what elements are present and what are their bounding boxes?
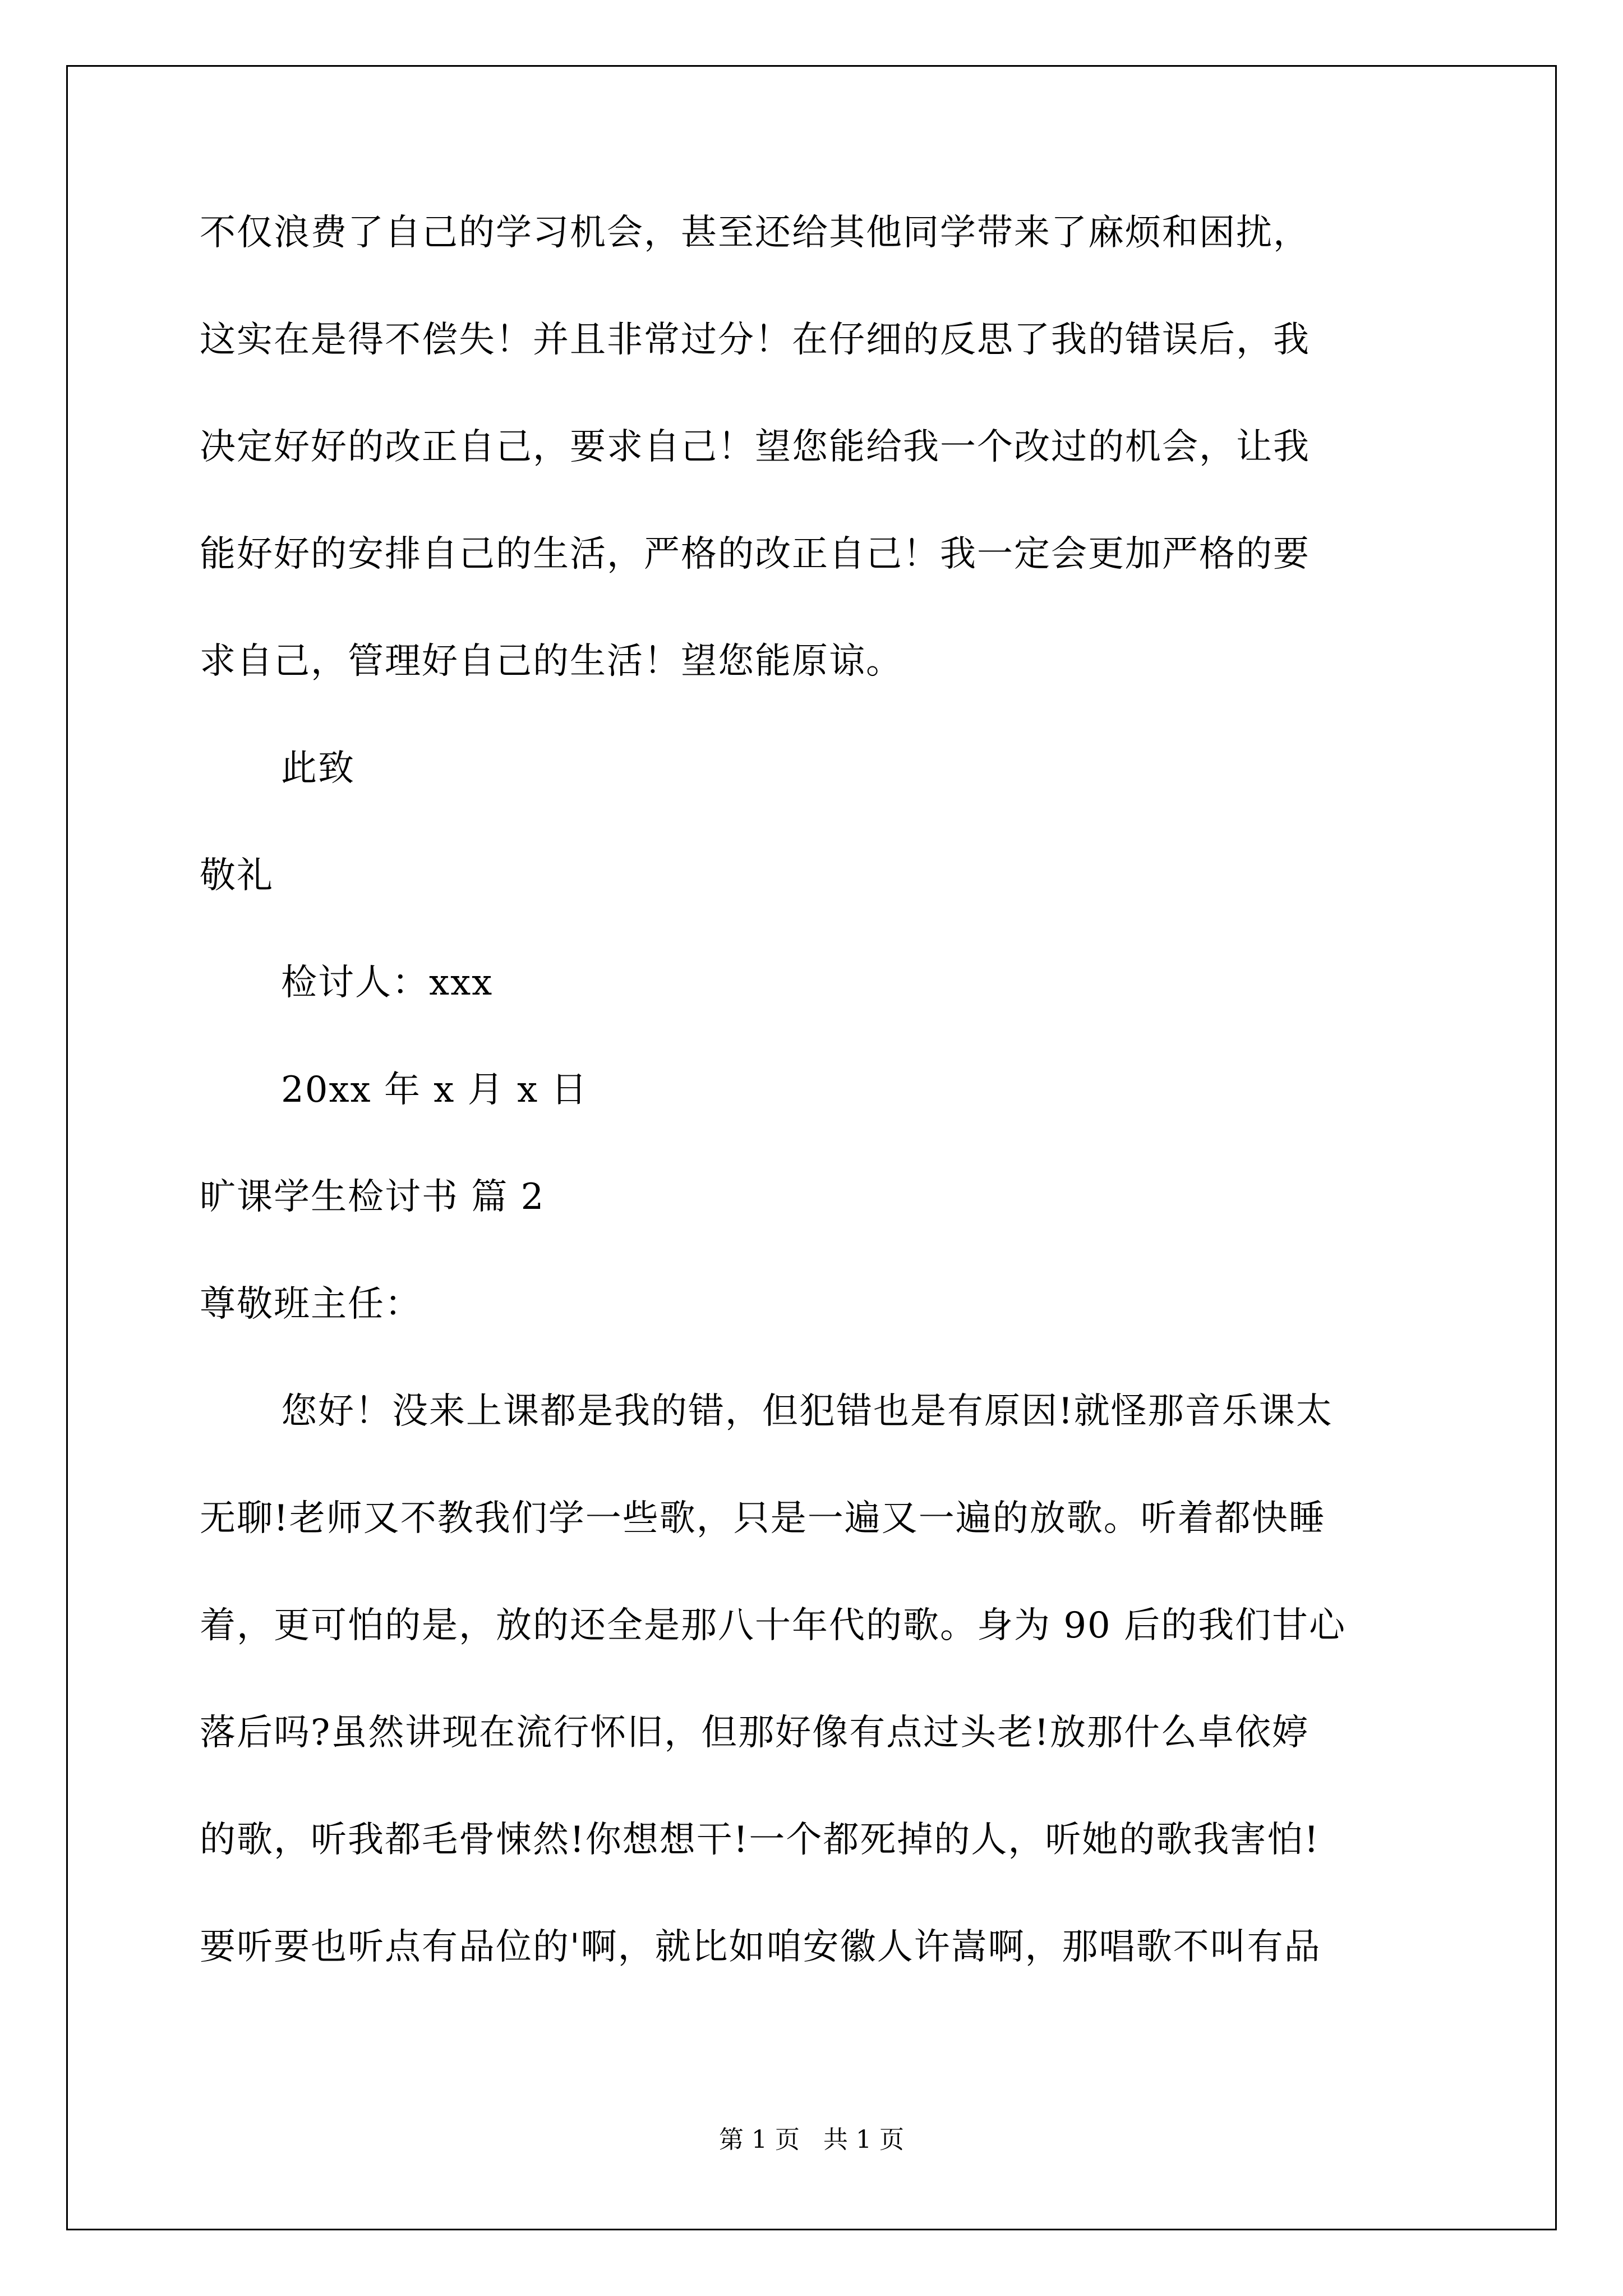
- body-line-4: 能好好的安排自己的生活，严格的改正自己！我一定会更加严格的要: [200, 533, 1310, 575]
- page-border: [66, 65, 1557, 2230]
- body-line-8: 着，更可怕的是，放的还全是那八十年代的歌。身为 90 后的我们甘心: [200, 1605, 1347, 1646]
- section-title: 旷课学生检讨书 篇 2: [200, 1176, 545, 1218]
- body-line-9: 落后吗?虽然讲现在流行怀旧，但那好像有点过头老!放那什么卓依婷: [200, 1712, 1310, 1754]
- page-footer: 第 1 页 共 1 页: [719, 2125, 904, 2154]
- body-line-6: 您好！没来上课都是我的错，但犯错也是有原因!就怪那音乐课太: [281, 1391, 1333, 1432]
- body-line-5: 求自己，管理好自己的生活！望您能原谅。: [200, 641, 903, 682]
- body-line-3: 决定好好的改正自己，要求自己！望您能给我一个改过的机会，让我: [200, 426, 1310, 468]
- body-line-10: 的歌，听我都毛骨悚然!你想想干!一个都死掉的人，听她的歌我害怕!: [200, 1819, 1320, 1861]
- body-line-1: 不仅浪费了自己的学习机会，甚至还给其他同学带来了麻烦和困扰，: [200, 212, 1310, 254]
- body-line-11: 要听要也听点有品位的'啊，就比如咱安徽人许嵩啊，那唱歌不叫有品: [200, 1926, 1321, 1968]
- body-line-2: 这实在是得不偿失！并且非常过分！在仔细的反思了我的错误后，我: [200, 319, 1310, 361]
- date-line: 20xx 年 x 月 x 日: [281, 1069, 588, 1111]
- greeting-line: 尊敬班主任：: [200, 1283, 422, 1325]
- body-line-7: 无聊!老师又不教我们学一些歌，只是一遍又一遍的放歌。听着都快睡: [200, 1498, 1326, 1539]
- respect-closing: 敬礼: [200, 855, 274, 896]
- salutation-closing: 此致: [281, 748, 355, 789]
- signature-line: 检讨人：xxx: [281, 962, 494, 1004]
